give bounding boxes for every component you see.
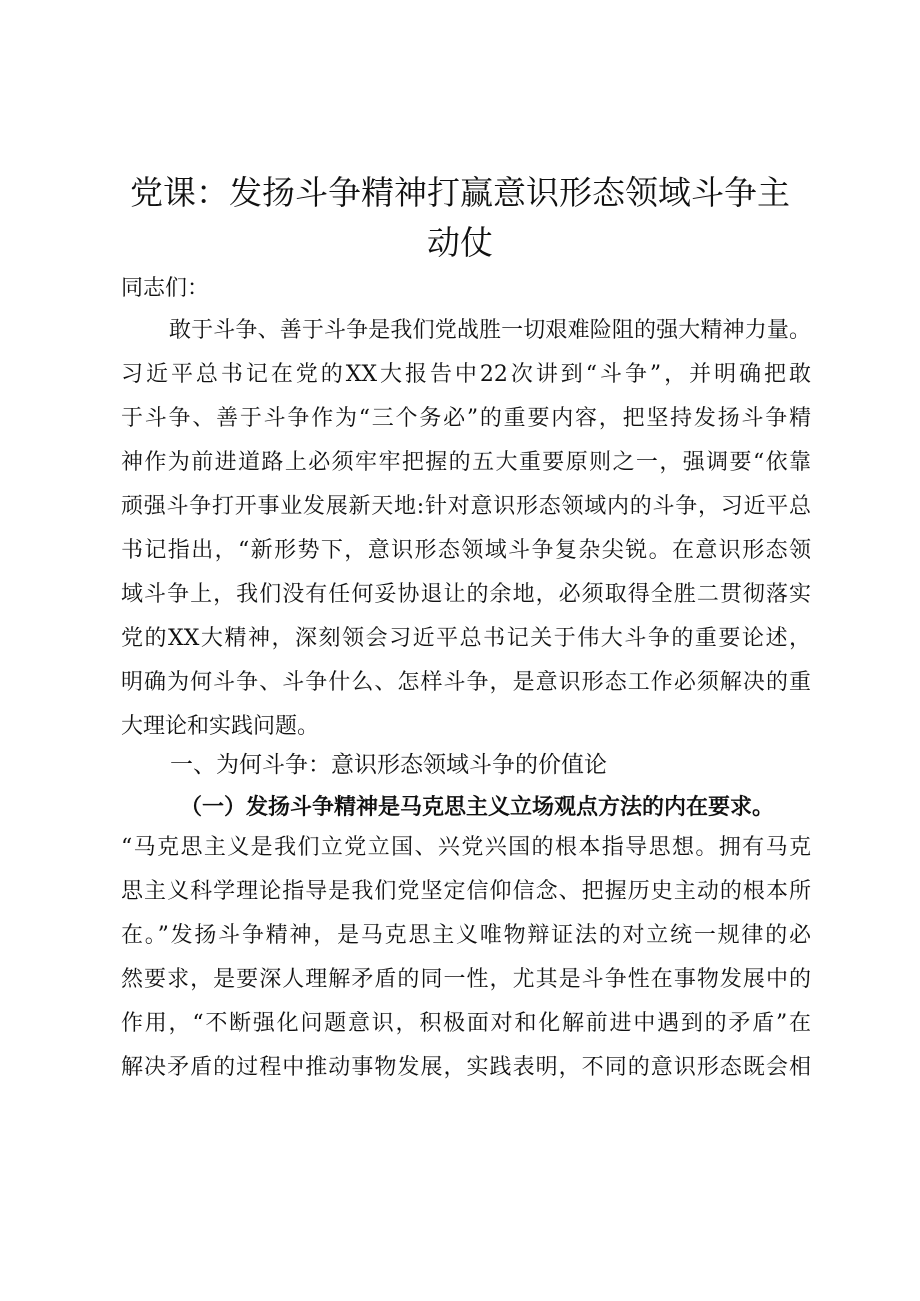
section-paragraph [121,826,811,1090]
document-title-line-2: 动仗 [427,223,493,262]
subsection-heading: （一）发扬斗争精神是马克思主义立场观点方法的内在要求。 [180,794,775,820]
text-line: “马克思主义是我们立党立国、兴党兴国的根本指导思想。拥有马克 [121,835,811,860]
section-heading: 一、为何斗争：意识形态领域斗争的价值论 [170,752,607,778]
text-line: 敢于斗争、善于斗争是我们党战胜一切艰难险阻的强大精神力量。 [169,318,811,343]
text-line: 思主义科学理论指导是我们党坚定信仰信念、把握历史主动的根本所 [121,879,811,904]
text-line: 于斗争、善于斗争作为“三个务必”的重要内容，把坚持发扬斗争精 [121,406,811,431]
text-line: 域斗争上，我们没有任何妥协退让的余地，必须取得全胜二贯彻落实 [121,582,811,607]
text-line: 习近平总书记在党的XX大报告中22次讲到“斗争”，并明确把敢 [121,362,811,387]
text-line: 党的XX大精神，深刻领会习近平总书记关于伟大斗争的重要论述， [121,626,811,651]
document-title-line-1: 党课：发扬斗争精神打赢意识形态领域斗争主 [130,173,790,212]
text-line: 神作为前进道路上必须牢牢把握的五大重要原则之一，强调要“依靠 [121,450,811,475]
text-line: 解决矛盾的过程中推动事物发展，实践表明，不同的意识形态既会相 [121,1055,811,1080]
text-line: 顽强斗争打开事业发展新天地:针对意识形态领域内的斗争，习近平总 [121,494,811,519]
text-line: 作用，“不断强化问题意识，积极面对和化解前进中遇到的矛盾”在 [121,1011,811,1036]
greeting: 同志们： [121,276,210,301]
text-line: 书记指出，“新形势下，意识形态领域斗争复杂尖锐。在意识形态领 [121,538,811,563]
text-line: 明确为何斗争、斗争什么、怎样斗争，是意识形态工作必须解决的重 [121,670,811,695]
text-line: 然要求，是要深人理解矛盾的同一性，尤其是斗争性在事物发展中的 [121,967,811,992]
text-line: 大理论和实践问题。 [121,714,320,739]
intro-paragraph [121,309,811,749]
text-line: 在。”发扬斗争精神，是马克思主义唯物辩证法的对立统一规律的必 [121,923,811,948]
